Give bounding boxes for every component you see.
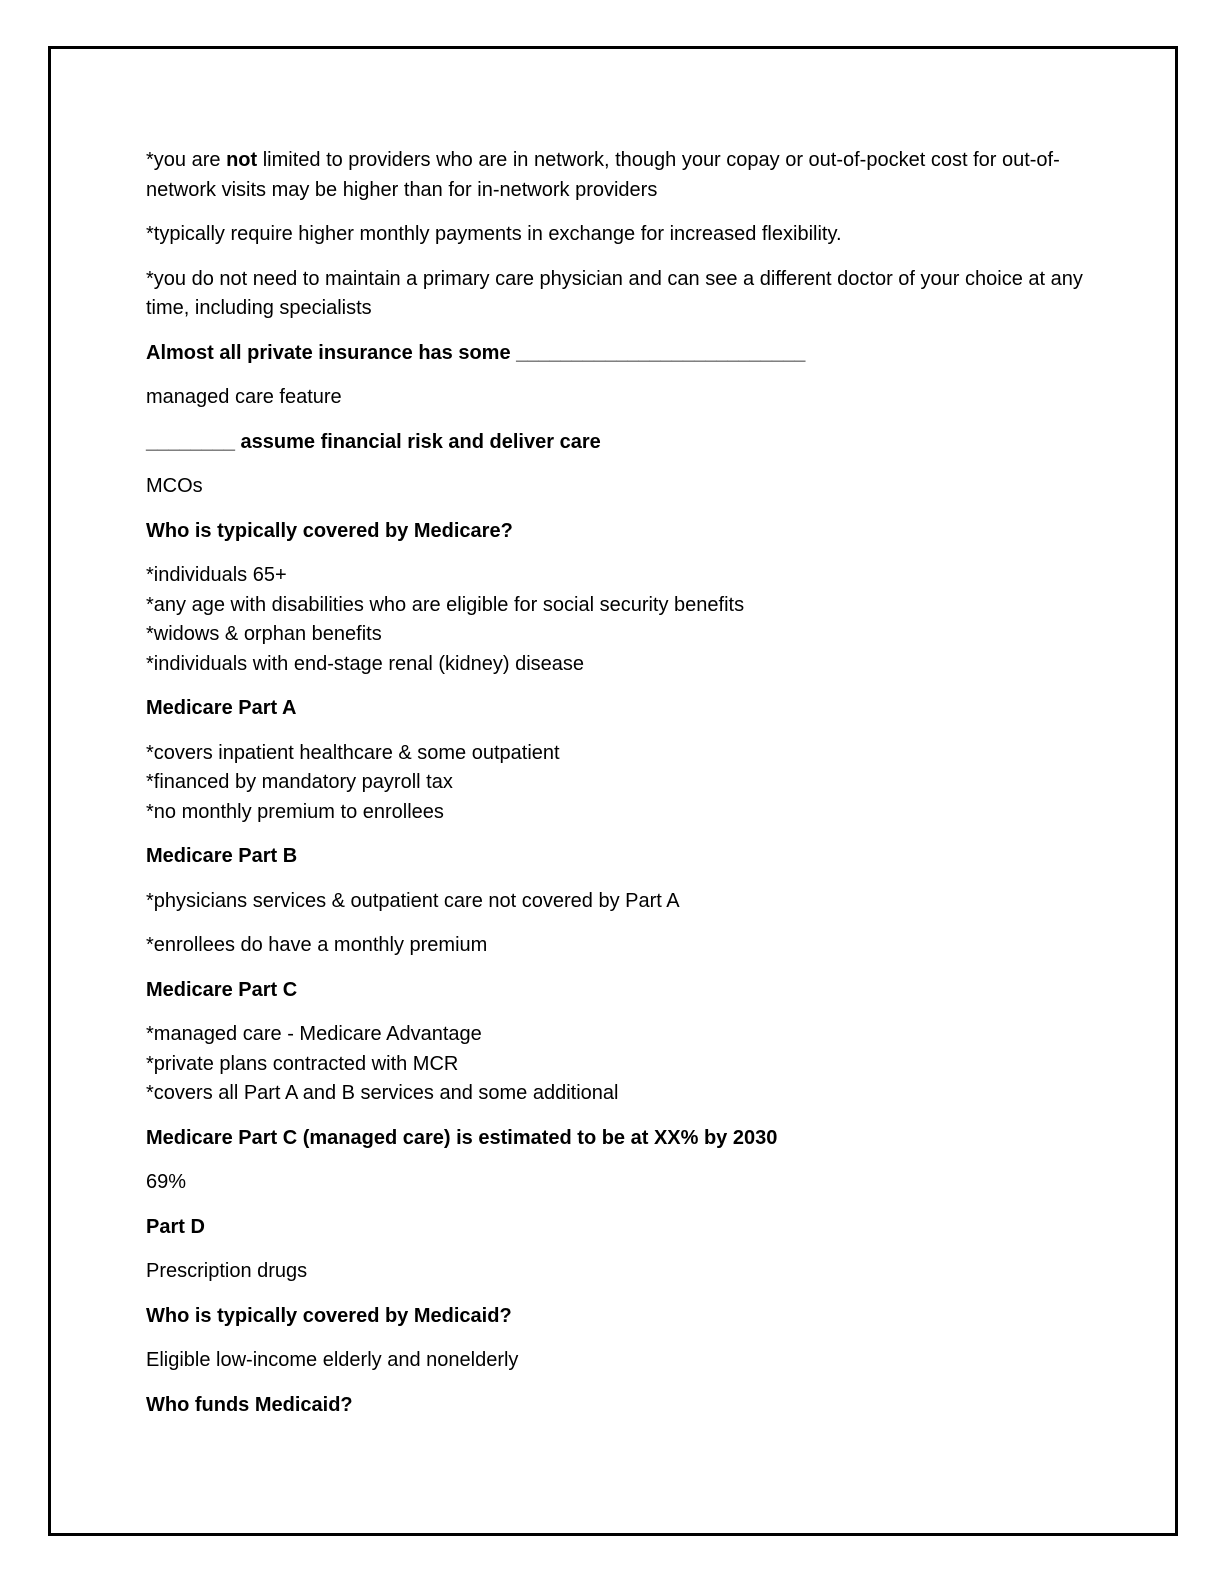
answer-part-c-estimate: 69% (146, 1171, 187, 1193)
list-item: *any age with disabilities who are eligible for social security benefits (146, 593, 745, 616)
answer-medicare-part-a (146, 739, 1091, 828)
answer-part-d: Prescription drugs (146, 1260, 308, 1282)
heading-part-d: Part D (146, 1215, 205, 1238)
document-content (146, 146, 1091, 1435)
answer-medicaid-covered: Eligible low-income elderly and nonelderly (146, 1349, 519, 1371)
list-item: *covers inpatient healthcare & some outpatient (146, 741, 560, 764)
question-medicaid-covered: Who is typically covered by Medicaid? (146, 1304, 512, 1327)
answer-private-insurance: managed care feature (146, 386, 342, 408)
list-item: *no monthly premium to enrollees (146, 800, 444, 823)
ppo-network-text-prefix: *you are (146, 149, 227, 171)
question-medicare-covered: Who is typically covered by Medicare? (146, 519, 513, 542)
answer-assume-risk: MCOs (146, 475, 203, 497)
heading-medicare-part-a: Medicare Part A (146, 697, 297, 719)
list-item: *managed care - Medicare Advantage (146, 1023, 482, 1045)
list-item: *covers all Part A and B services and some additional (146, 1082, 619, 1104)
answer-medicare-part-c (146, 1020, 1091, 1109)
heading-medicare-part-b: Medicare Part B (146, 845, 298, 867)
question-medicaid-funds: Who funds Medicaid? (146, 1393, 353, 1416)
paragraph-ppo-pcp: *you do not need to maintain a primary care physician and can see a different doctor of your choice at any time, including specialists (146, 267, 1083, 319)
list-item: *private plans contracted with MCR (146, 1052, 459, 1075)
list-item: *individuals 65+ (146, 564, 287, 586)
question-part-c-estimate: Medicare Part C (managed care) is estimated to be at XX% by 2030 (146, 1126, 778, 1149)
list-item: *widows & orphan benefits (146, 623, 382, 645)
question-assume-risk: ________ assume financial risk and deliver care (146, 430, 601, 453)
answer-medicare-part-b-line1: *physicians services & outpatient care not covered by Part A (146, 889, 680, 912)
ppo-network-bold-word: not (226, 149, 258, 171)
paragraph-ppo-network (146, 146, 1091, 205)
page-border (48, 46, 1178, 1536)
list-item: *individuals with end-stage renal (kidney) disease (146, 652, 585, 675)
answer-medicare-part-b-line2: *enrollees do have a monthly premium (146, 934, 488, 956)
answer-medicare-covered (146, 561, 1091, 679)
list-item: *financed by mandatory payroll tax (146, 771, 453, 793)
ppo-network-text-suffix: limited to providers who are in network, though your copay or out-of-pocket cost for out-of-network visits may be higher than for in-network providers (146, 149, 1060, 201)
question-private-insurance: Almost all private insurance has some __________________________ (146, 341, 806, 364)
paragraph-ppo-payments: *typically require higher monthly payments in exchange for increased flexibility. (146, 223, 842, 245)
heading-medicare-part-c: Medicare Part C (146, 978, 298, 1001)
